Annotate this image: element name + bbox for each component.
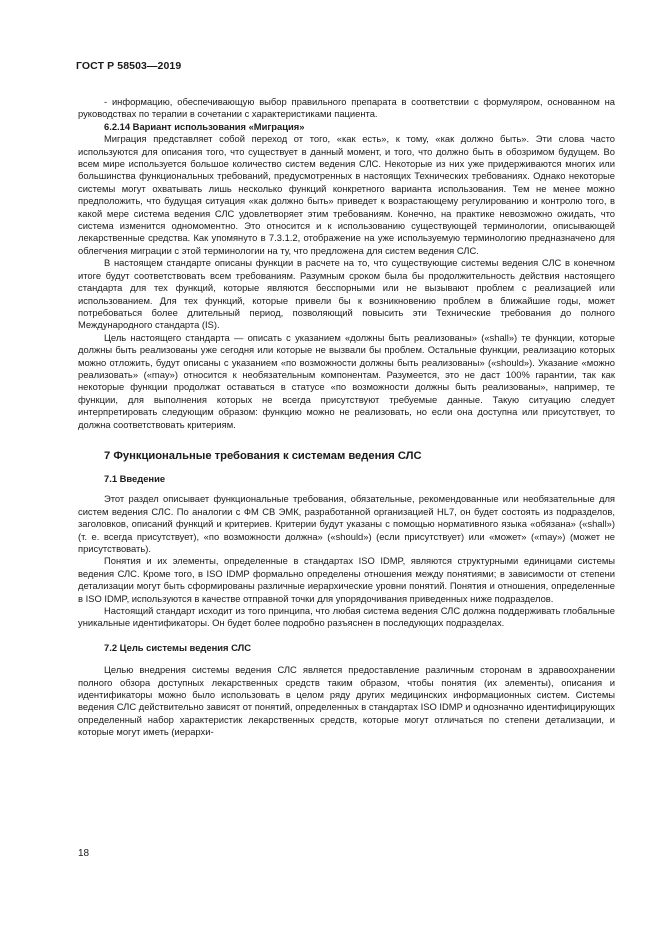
section-7-2-heading: 7.2 Цель системы ведения СЛС — [104, 641, 251, 653]
section-6-2-14-heading: 6.2.14 Вариант использования «Миграция» — [104, 120, 305, 132]
page-number: 18 — [78, 848, 90, 859]
paragraph: Настоящий стандарт исходит из того принципа, что любая система ведения СЛС должна поддерживать глобальные уникальные идентификаторы. Он будет более подробно разъяснен в последующих подразделах. — [78, 605, 615, 629]
paragraph: В настоящем стандарте описаны функции в расчете на то, что существующие системы ведения СЛС в конечном итоге будут соответствовать всем требованиям. Разумным сроком была бы продолжительность действия настоящего стандарта для тех функций, которые являются бесспорными или не вызывают проблем с реализацией или использованием. Для тех функций, которые привели бы к возникновению проблем в ближайшие годы, может потребоваться более длительный период, позволяющий повысить эти Технические требования до полного Международного стандарта (IS). — [78, 257, 615, 331]
intro-paragraph: - информацию, обеспечивающую выбор правильного препарата в соответствии с формуляром, основанном на руководствах по терапии в сочетании с характеристиками пациента. — [78, 96, 615, 120]
paragraph: Цель настоящего стандарта — описать с указанием «должны быть реализованы» («shall») те функции, которые должны быть реализованы уже сегодня или которые не вызвали бы проблем. Остальные функции, реализацию которых можно отложить, будут описаны с указанием «по возможности должны быть реализованы» («should»). Указание «можно реализовать» («may») относится к необязательным компонентам. Разумеется, это не даст 100% гарантии, так как некоторые функции продолжат оставаться в статусе «по возможности должны быть реализованы», например, те функции, для выполнения которых не всегда присутствуют требуемые данные. Такую ситуацию следует интерпретировать следующим образом: функцию можно не реализовать, но если она доступна или присутствует, то должна соответствовать критериям. — [78, 331, 615, 430]
paragraph: Этот раздел описывает функциональные требования, обязательные, рекомендованные или необязательные для систем ведения СЛС. По аналогии с ФМ СВ ЭМК, разработанной организацией HL7, он будет состоять из подразделов, заголовков, описаний функций и критериев. Критерии будут указаны с помощью нормативного языка «обязана» («shall») (т. е. всегда присутствует), «по возможности должна» («should») (если присутствует) или «может» («may») (может не присутствовать). — [78, 493, 615, 554]
paragraph: Целью внедрения системы ведения СЛС является предоставление различным сторонам в здравоохранении полного обзора доступных лекарственных средств таким образом, чтобы понятия (их элементы), описания и идентификаторы можно было использовать в целом ряду других медицинских информационных систем. Системы ведения СЛС действительно зависят от понятий, определенных в стандартах ISO IDMP и однозначно идентифицирующих определенный набор характеристик лекарственных средств, которые могут отличаться по степени детализации, и которые могут иметь (иерархи- — [78, 664, 615, 738]
section-7-1-heading: 7.1 Введение — [104, 472, 166, 484]
paragraph: Миграция представляет собой переход от того, «как есть», к тому, «как должно быть». Эти слова часто используются для описания того, что существует в данный момент, и того, что должно быть в обозримом будущем. Во всем мире используется большое количество систем ведения СЛС. Некоторые из них уже придерживаются многих или большинства функциональных требований, предусмотренных в настоящих Технических требованиях. Однако некоторые системы могут охватывать лишь несколько функций конкретного варианта использования. Тем не менее можно предположить, что будущая ситуация «как должно быть» приведет к возрастающему регулированию и контролю того, в какой мере система ведения СЛС удовлетворяет этим требованиям. Конечно, на практике невозможно ожидать, что система изменится одномоментно. Это относится и к использованию существующей терминологии, описывающей лекарственные средства. Как упомянуто в 7.3.1.2, отображение на уже используемую терминологию предназначено для облегчения миграции с этой терминологии на ту, что предложена для систем ведения СЛС. — [78, 133, 615, 256]
paragraph: Понятия и их элементы, определенные в стандартах ISO IDMP, являются структурными единицами системы ведения СЛС. Кроме того, в ISO IDMP формально определены отношения между понятиями; в зависимости от степени детализации могут быть сформированы различные иерархические уровни понятий. Понятия и отношения, определенные в ISO IDMP, используются в качестве отправной точки для упорядочивания приведенных ниже подразделов. — [78, 555, 615, 604]
standard-designation: ГОСТ Р 58503—2019 — [76, 60, 182, 72]
section-7-heading: 7 Функциональные требования к системам ведения СЛС — [104, 449, 422, 462]
